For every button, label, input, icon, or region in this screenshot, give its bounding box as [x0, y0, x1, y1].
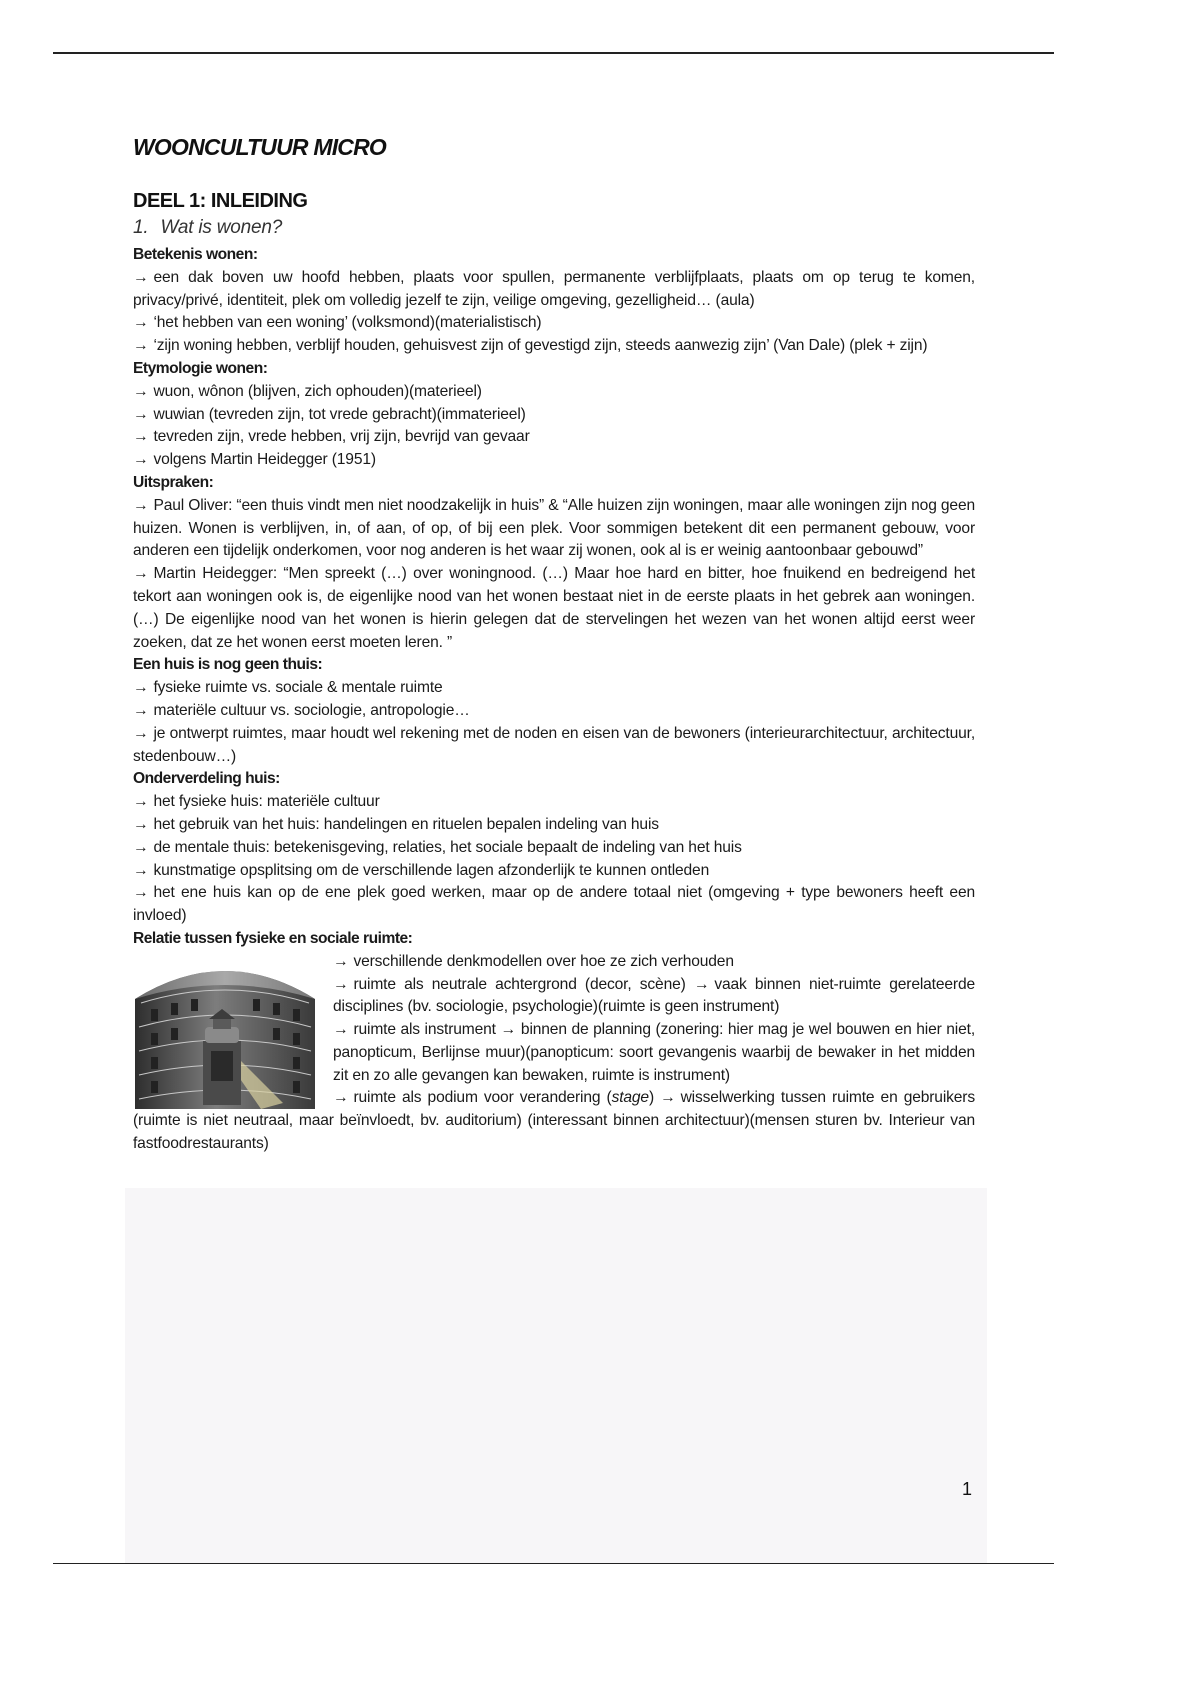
arrow-icon: → — [133, 337, 149, 355]
arrow-icon: → — [133, 428, 149, 446]
list-item: → verschillende denkmodellen over hoe ze zich verhouden — [333, 952, 734, 970]
arrow-icon: → — [333, 1089, 349, 1107]
arrow-icon: → — [693, 975, 710, 993]
arrow-icon: → — [133, 815, 149, 833]
page-number: 1 — [962, 1479, 973, 1499]
arrow-icon: → — [500, 1021, 516, 1039]
list-item: → tevreden zijn, vrede hebben, vrij zijn, bevrijd van gevaar — [133, 428, 530, 446]
list-item: → het fysieke huis: materiële cultuur — [133, 793, 380, 811]
list-item: → je ontwerpt ruimtes, maar houdt wel rekening met de noden en eisen van de bewoners (interieurarchitectuur, architectuur, stedenbouw…) — [133, 724, 975, 765]
arrow-icon: → — [133, 724, 149, 742]
section-title: DEEL 1: INLEIDING — [133, 190, 308, 212]
panopticon-image — [133, 953, 317, 1109]
list-item: → ruimte als instrument → binnen de planning (zonering: hier mag je wel bouwen en hier niet, panopticum, Berlijnse muur)(panopticum: soort gevangenis waarbij de bewaker in het midden zit en zo alle gevangen kan bewaken, ruimte is instrument) — [333, 1021, 976, 1084]
heading-betekenis: Betekenis wonen: — [133, 246, 258, 263]
arrow-icon: → — [133, 884, 149, 902]
list-item: → wuwian (tevreden zijn, tot vrede gebracht)(immaterieel) — [133, 405, 526, 423]
arrow-icon: → — [133, 405, 149, 423]
list-item: → ‘zijn woning hebben, verblijf houden, gehuisvest zijn of gevestigd zijn, steeds aanwezig zijn’ (Van Dale) (plek + zijn) — [133, 337, 928, 355]
subsection-text: Wat is wonen? — [160, 217, 283, 238]
list-item: → wuon, wônon (blijven, zich ophouden)(materieel) — [133, 382, 482, 400]
list-item: → de mentale thuis: betekenisgeving, relaties, het sociale bepaalt de indeling van het huis — [133, 838, 742, 856]
list-item: → het ene huis kan op de ene plek goed werken, maar op de andere totaal niet (omgeving + type bewoners heeft een invloed) — [133, 884, 975, 925]
list-item: → kunstmatige opsplitsing om de verschillende lagen afzonderlijk te kunnen ontleden — [133, 861, 710, 879]
arrow-icon: → — [333, 1021, 349, 1039]
arrow-icon: → — [133, 451, 149, 469]
list-item: → ‘het hebben van een woning’ (volksmond)(materialistisch) — [133, 314, 542, 332]
header-rule — [53, 52, 1054, 54]
list-item: → Paul Oliver: “een thuis vindt men niet noodzakelijk in huis” & “Alle huizen zijn woningen, maar alle woningen zijn nog geen huizen. Wonen is verblijven, in, of aan, of op, of bij een plek. Voor sommigen betekent dit een permanent gebouw, voor anderen een tijdelijk onderkomen, voor nog anderen is het waar zij wonen, ook al is er weinig aantoonbaar gebouwd” — [133, 496, 975, 560]
arrow-icon: → — [133, 679, 149, 697]
arrow-icon: → — [133, 565, 149, 583]
arrow-icon: → — [133, 382, 149, 400]
arrow-icon: → — [133, 496, 149, 514]
list-item: → materiële cultuur vs. sociologie, antropologie… — [133, 701, 470, 719]
relatie-block — [133, 951, 975, 1156]
heading-uitspraken: Uitspraken: — [133, 473, 214, 491]
heading-etymologie: Etymologie wonen: — [133, 359, 268, 377]
subsection-number: 1. — [133, 217, 149, 238]
footer-rule — [53, 1563, 1054, 1564]
heading-thuis: Een huis is nog geen thuis: — [133, 656, 323, 674]
arrow-icon: → — [133, 268, 149, 286]
arrow-icon: → — [333, 952, 349, 970]
list-item: → ruimte als podium voor verandering (stage) → wisselwerking tussen ruimte en gebruikers (ruimte is niet neutraal, maar beïnvloedt, bv. auditorium) (interessant binnen architectuur)(mensen sturen bv. Interieur van fastfoodrestaurants) — [133, 1089, 975, 1153]
arrow-icon: → — [660, 1089, 676, 1107]
heading-relatie: Relatie tussen fysieke en sociale ruimte: — [133, 929, 413, 947]
heading-onderverdeling: Onderverdeling huis: — [133, 770, 280, 788]
list-item: → Martin Heidegger: “Men spreekt (…) over woningnood. (…) Maar hoe hard en bitter, hoe fnuikend en bedreigend het tekort aan woningen ook is, de eigenlijke nood van het wonen bestaat niet in de eerste plaats in het gebrek aan woningen. (…) De eigenlijke nood van het wonen is hierin gelegen dat de stervelingen het wezen van het wonen altijd eerst weer zoeken, dat ze het wonen eerst moeten leren. ” — [133, 565, 975, 651]
list-item: → een dak boven uw hoofd hebben, plaats voor spullen, permanente verblijfplaats, plaats om op terug te komen, privacy/privé, identiteit, plek om volledig jezelf te zijn, veilige omgeving, gezelligheid… (aula) — [133, 268, 975, 309]
arrow-icon: → — [333, 975, 349, 993]
arrow-icon: → — [133, 838, 149, 856]
arrow-icon: → — [133, 861, 149, 879]
arrow-icon: → — [133, 314, 149, 332]
list-item: → ruimte als neutrale achtergrond (decor, scène) → vaak binnen niet-ruimte gerelateerde disciplines (bv. sociologie, psychologie)(ruimte is geen instrument) — [333, 975, 975, 1016]
list-item: → volgens Martin Heidegger (1951) — [133, 451, 376, 469]
list-item: → fysieke ruimte vs. sociale & mentale ruimte — [133, 679, 443, 697]
arrow-icon: → — [133, 701, 149, 719]
subsection-title — [133, 217, 282, 239]
page-shading — [125, 1188, 987, 1563]
body-text — [133, 244, 975, 1156]
arrow-icon: → — [133, 793, 149, 811]
document-title: WOONCULTUUR MICRO — [133, 134, 386, 160]
list-item: → het gebruik van het huis: handelingen en rituelen bepalen indeling van huis — [133, 815, 659, 833]
